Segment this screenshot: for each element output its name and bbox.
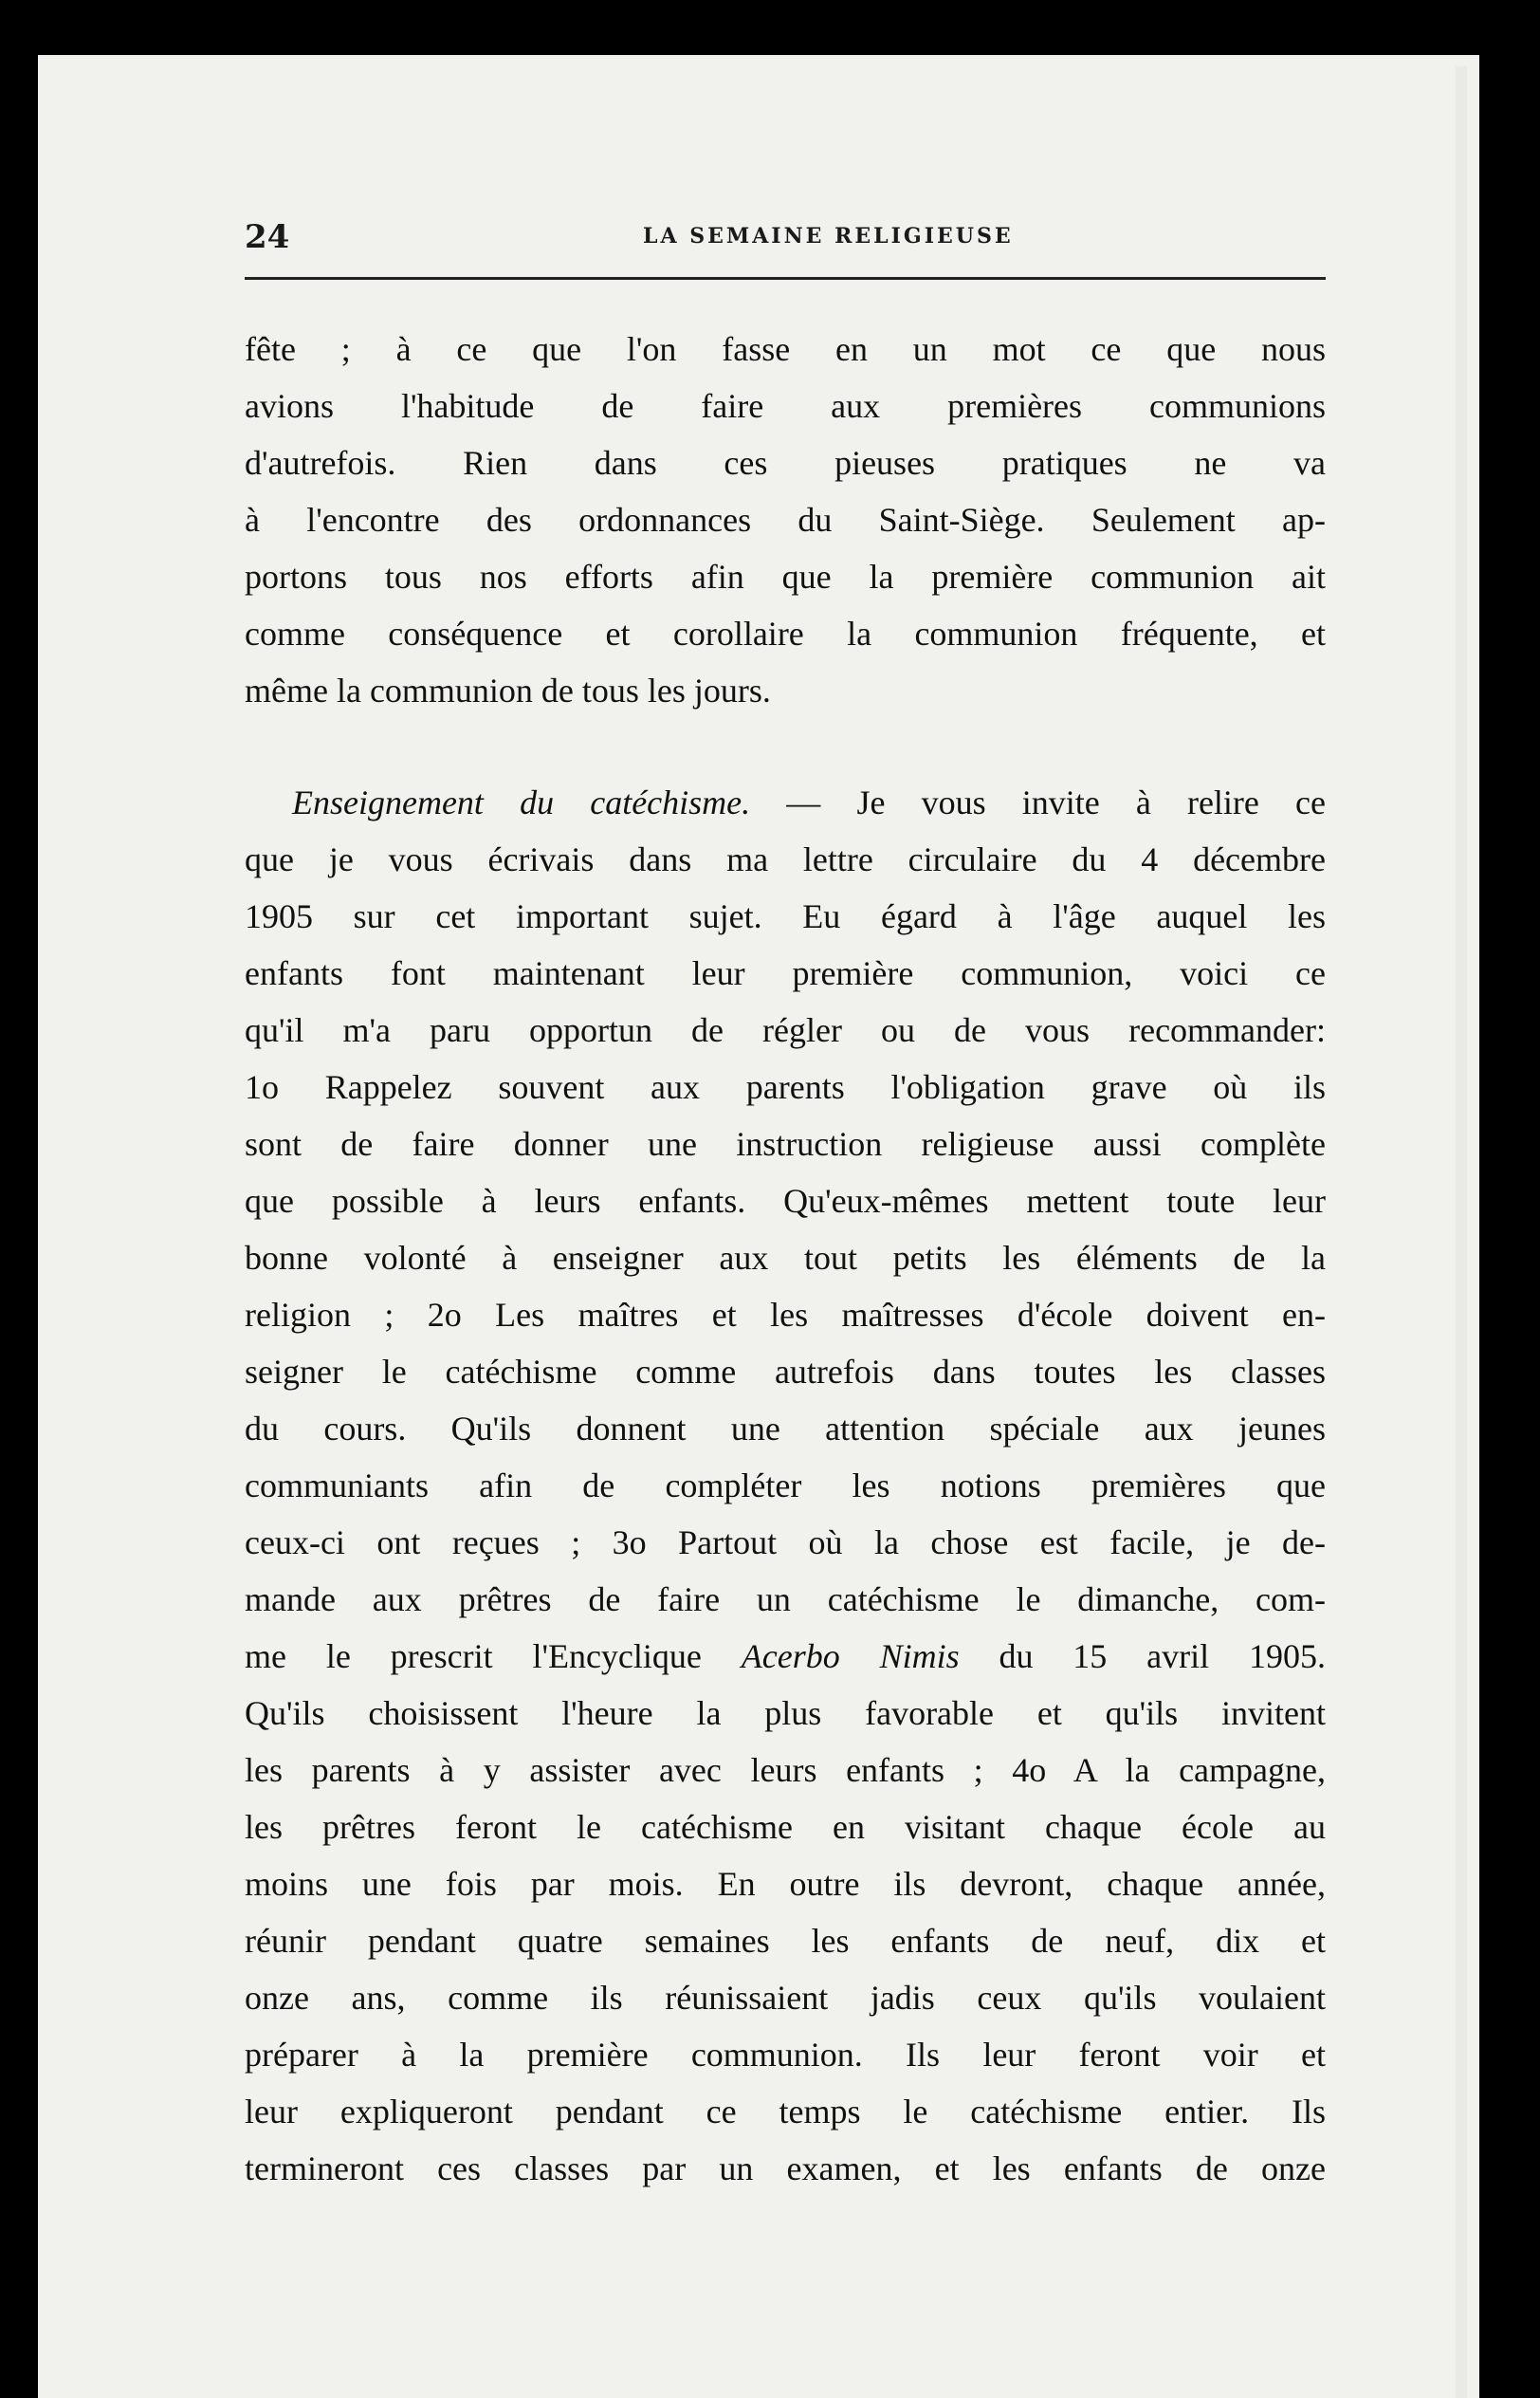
text-line: communiants afin de compléter les notions premières que <box>245 1466 1326 1504</box>
text-line: ceux-ci ont reçues ; 3o Partout où la chose est facile, je de- <box>245 1523 1326 1561</box>
running-title: LA SEMAINE RELIGIEUSE <box>643 224 1014 249</box>
text-line: bonne volonté à enseigner aux tout petits les éléments de la <box>245 1239 1326 1277</box>
text-line: mande aux prêtres de faire un catéchisme le dimanche, com- <box>245 1580 1326 1618</box>
text-line: à l'encontre des ordonnances du Saint-Siège. Seulement ap- <box>245 501 1326 539</box>
encyclical-line <box>245 1628 1326 1685</box>
text-line: religion ; 2o Les maîtres et les maîtresses d'école doivent en- <box>245 1296 1326 1334</box>
text-run: me le prescrit l'Encyclique <box>245 1637 742 1675</box>
text-line: termineront ces classes par un examen, et les enfants de onze <box>245 2149 1326 2187</box>
text-line: du cours. Qu'ils donnent une attention spéciale aux jeunes <box>245 1410 1326 1448</box>
text-line: onze ans, comme ils réunissaient jadis ceux qu'ils voulaient <box>245 1979 1326 2017</box>
text-line: fête ; à ce que l'on fasse en un mot ce que nous <box>245 330 1326 368</box>
text-line: même la communion de tous les jours. <box>245 672 771 710</box>
paragraph-first-communion <box>245 321 1326 719</box>
text-line: d'autrefois. Rien dans ces pieuses pratiques ne va <box>245 444 1326 482</box>
header-rule <box>245 277 1326 280</box>
text-line: les prêtres feront le catéchisme en visitant chaque école au <box>245 1808 1326 1846</box>
page-body <box>245 321 1326 2197</box>
text-line: réunir pendant quatre semaines les enfants de neuf, dix et <box>245 1922 1326 1960</box>
text-line: portons tous nos efforts afin que la première communion ait <box>245 558 1326 596</box>
text-line: que je vous écrivais dans ma lettre circulaire du 4 décembre <box>245 840 1326 878</box>
text-line: moins une fois par mois. En outre ils devront, chaque année, <box>245 1865 1326 1903</box>
page-header <box>245 218 1326 256</box>
text-line: 1o Rappelez souvent aux parents l'obligation grave où ils <box>245 1068 1326 1106</box>
paragraph-catechism <box>245 774 1326 2197</box>
text-line: 1905 sur cet important sujet. Eu égard à l'âge auquel les <box>245 897 1326 935</box>
text-line: enfants font maintenant leur première communion, voici ce <box>245 954 1326 992</box>
text-line: comme conséquence et corollaire la communion fréquente, et <box>245 615 1326 653</box>
adjacent-page-edge <box>1456 66 1467 2398</box>
text-line: avions l'habitude de faire aux premières communions <box>245 387 1326 425</box>
section-heading: Enseignement du catéchisme. <box>292 784 751 821</box>
text-line: sont de faire donner une instruction religieuse aussi complète <box>245 1125 1326 1163</box>
text-run: du 15 avril 1905. <box>959 1637 1326 1675</box>
text-run: — Je vous invite à relire ce <box>750 784 1326 821</box>
text-line: qu'il m'a paru opportun de régler ou de vous recommander: <box>245 1011 1326 1049</box>
text-line: les parents à y assister avec leurs enfants ; 4o A la campagne, <box>245 1751 1326 1789</box>
text-line: préparer à la première communion. Ils leur feront voir et <box>245 2036 1326 2074</box>
encyclical-title: Acerbo Nimis <box>741 1637 960 1675</box>
text-line: que possible à leurs enfants. Qu'eux-mêmes mettent toute leur <box>245 1182 1326 1220</box>
page-number: 24 <box>245 218 290 256</box>
text-line: Qu'ils choisissent l'heure la plus favorable et qu'ils invitent <box>245 1694 1326 1732</box>
text-line: leur expliqueront pendant ce temps le catéchisme entier. Ils <box>245 2093 1326 2131</box>
paragraph-opening-line <box>245 774 1326 831</box>
text-line: seigner le catéchisme comme autrefois dans toutes les classes <box>245 1353 1326 1391</box>
